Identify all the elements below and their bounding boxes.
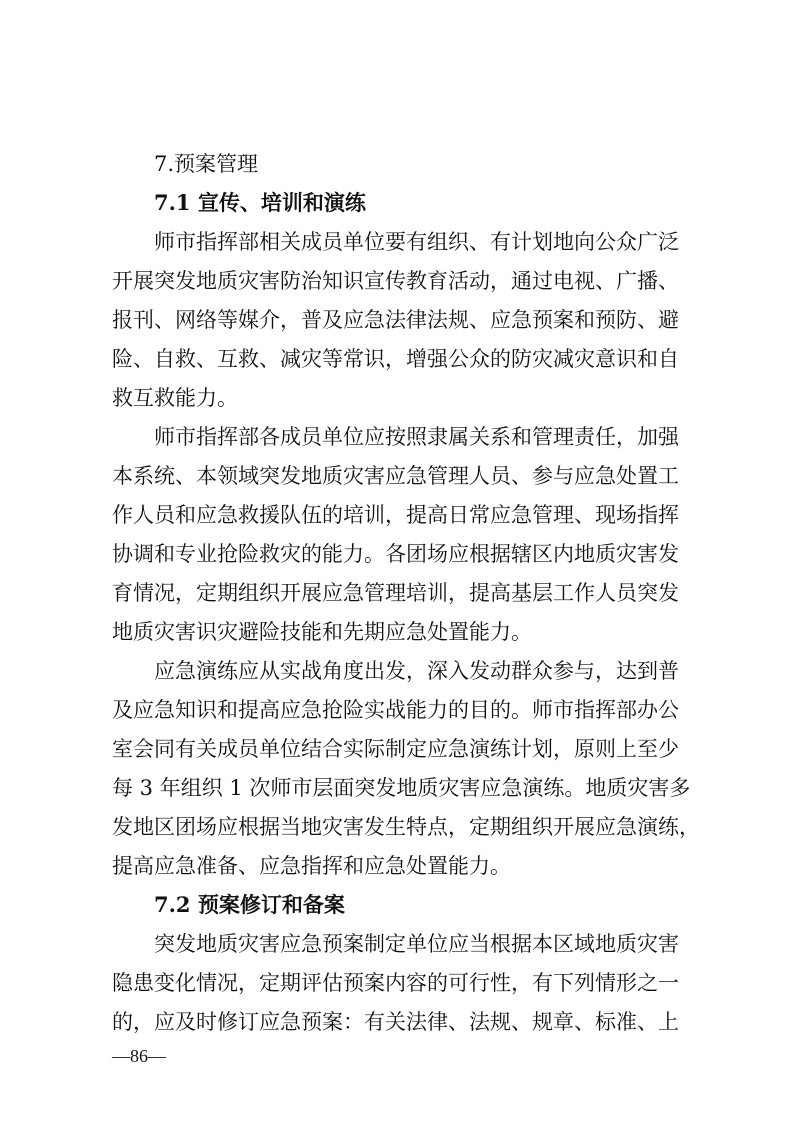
paragraph-line: 室会同有关成员单位结合实际制定应急演练计划，原则上至少 [112,737,679,761]
paragraph-line: 开展突发地质灾害防治知识宣传教育活动，通过电视、广播、 [112,269,679,293]
paragraph-line: 协调和专业抢险救灾的能力。各团场应根据辖区内地质灾害发 [112,542,679,566]
subsection-heading-7-2: 7.2 预案修订和备案 [154,892,345,917]
paragraph-line: 应急演练应从实战角度出发，深入发动群众参与，达到普 [154,659,679,683]
paragraph-line: 师市指挥部相关成员单位要有组织、有计划地向公众广泛 [154,230,679,254]
paragraph-line: 救互救能力。 [112,386,238,410]
paragraph-line: 报刊、网络等媒介，普及应急法律法规、应急预案和预防、避 [112,308,679,332]
paragraph-line: 突发地质灾害应急预案制定单位应当根据本区域地质灾害 [154,932,679,956]
paragraph-line: 师市指挥部各成员单位应按照隶属关系和管理责任，加强 [154,425,679,449]
paragraph-line: 隐患变化情况，定期评估预案内容的可行性，有下列情形之一 [112,971,679,995]
paragraph-line: 作人员和应急救援队伍的培训，提高日常应急管理、现场指挥 [112,503,679,527]
paragraph-line: 每 3 年组织 1 次师市层面突发地质灾害应急演练。地质灾害多 [112,776,691,800]
paragraph-line: 地质灾害识灾避险技能和先期应急处置能力。 [112,620,532,644]
paragraph-line: 的，应及时修订应急预案：有关法律、法规、规章、标准、上 [112,1010,679,1034]
subsection-heading-7-1: 7.1 宣传、培训和演练 [154,190,366,215]
paragraph-line: 险、自救、互救、减灾等常识，增强公众的防灾减灾意识和自 [112,347,679,371]
paragraph-line: 本系统、本领域突发地质灾害应急管理人员、参与应急处置工 [112,464,679,488]
paragraph-line: 提高应急准备、应急指挥和应急处置能力。 [112,854,511,878]
page-number: —86— [112,1046,166,1066]
paragraph-line: 发地区团场应根据当地灾害发生特点，定期组织开展应急演练， [112,815,700,839]
section-heading: 7.预案管理 [154,152,259,176]
paragraph-line: 育情况，定期组织开展应急管理培训，提高基层工作人员突发 [112,581,679,605]
paragraph-line: 及应急知识和提高应急抢险实战能力的目的。师市指挥部办公 [112,698,679,722]
